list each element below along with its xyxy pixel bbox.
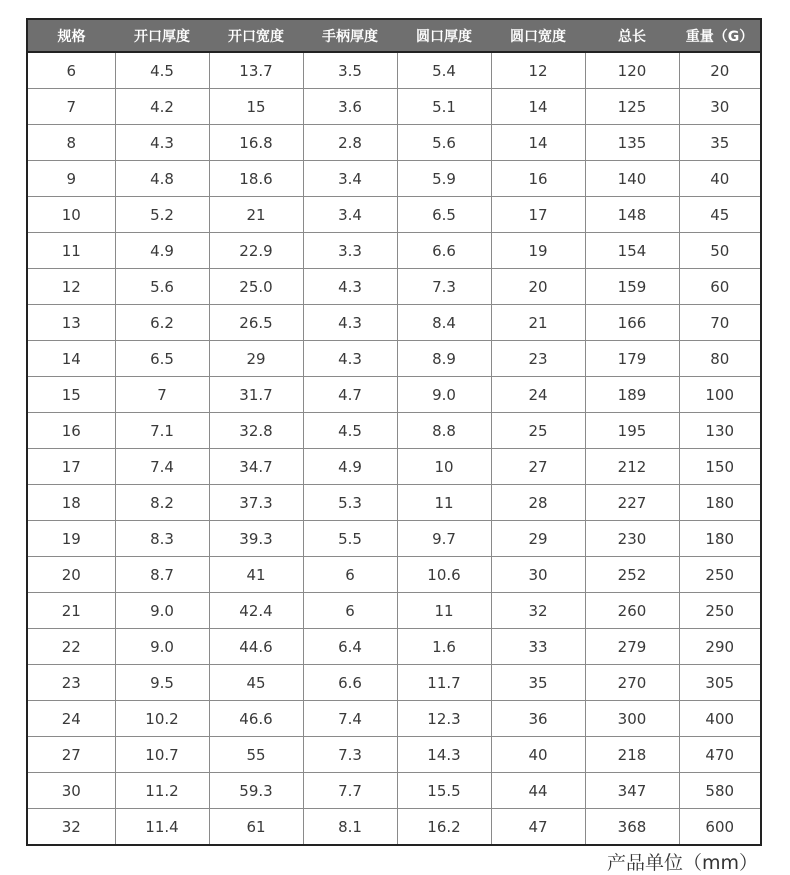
- cell-open-thickness: 4.5: [115, 52, 209, 89]
- cell-total-length: 212: [585, 449, 679, 485]
- cell-total-length: 166: [585, 305, 679, 341]
- table-row: [27, 593, 761, 629]
- cell-weight: 130: [679, 413, 761, 449]
- cell-open-width: 22.9: [209, 233, 303, 269]
- cell-ring-width: 40: [491, 737, 585, 773]
- table-body: [27, 52, 761, 845]
- cell-handle-thickness: 3.4: [303, 197, 397, 233]
- table-row: [27, 305, 761, 341]
- cell-size: 19: [27, 521, 115, 557]
- table-row: [27, 125, 761, 161]
- cell-size: 32: [27, 809, 115, 846]
- cell-ring-thickness: 6.6: [397, 233, 491, 269]
- cell-weight: 290: [679, 629, 761, 665]
- cell-open-thickness: 4.2: [115, 89, 209, 125]
- cell-ring-width: 33: [491, 629, 585, 665]
- cell-handle-thickness: 7.3: [303, 737, 397, 773]
- cell-size: 9: [27, 161, 115, 197]
- table-row: [27, 629, 761, 665]
- cell-ring-thickness: 5.1: [397, 89, 491, 125]
- table-row: [27, 737, 761, 773]
- cell-ring-width: 27: [491, 449, 585, 485]
- cell-ring-thickness: 15.5: [397, 773, 491, 809]
- cell-total-length: 179: [585, 341, 679, 377]
- header-weight: 重量（G）: [679, 19, 761, 52]
- cell-open-thickness: 4.8: [115, 161, 209, 197]
- header-ring-thickness: 圆口厚度: [397, 19, 491, 52]
- cell-size: 13: [27, 305, 115, 341]
- cell-open-width: 39.3: [209, 521, 303, 557]
- cell-size: 30: [27, 773, 115, 809]
- cell-total-length: 120: [585, 52, 679, 89]
- header-total-length: 总长: [585, 19, 679, 52]
- table-row: [27, 413, 761, 449]
- cell-open-thickness: 9.0: [115, 629, 209, 665]
- cell-handle-thickness: 7.4: [303, 701, 397, 737]
- cell-open-width: 44.6: [209, 629, 303, 665]
- table-row: [27, 377, 761, 413]
- cell-ring-thickness: 11.7: [397, 665, 491, 701]
- cell-open-width: 29: [209, 341, 303, 377]
- cell-size: 15: [27, 377, 115, 413]
- table-row: [27, 52, 761, 89]
- cell-open-width: 32.8: [209, 413, 303, 449]
- cell-total-length: 227: [585, 485, 679, 521]
- cell-handle-thickness: 6: [303, 593, 397, 629]
- cell-handle-thickness: 7.7: [303, 773, 397, 809]
- cell-weight: 180: [679, 521, 761, 557]
- cell-ring-thickness: 5.4: [397, 52, 491, 89]
- cell-handle-thickness: 4.3: [303, 269, 397, 305]
- cell-ring-width: 32: [491, 593, 585, 629]
- cell-total-length: 189: [585, 377, 679, 413]
- cell-weight: 100: [679, 377, 761, 413]
- cell-open-thickness: 7.1: [115, 413, 209, 449]
- cell-size: 21: [27, 593, 115, 629]
- cell-size: 24: [27, 701, 115, 737]
- header-handle-thickness: 手柄厚度: [303, 19, 397, 52]
- cell-weight: 30: [679, 89, 761, 125]
- cell-ring-thickness: 5.9: [397, 161, 491, 197]
- cell-weight: 150: [679, 449, 761, 485]
- table-row: [27, 521, 761, 557]
- cell-open-thickness: 6.2: [115, 305, 209, 341]
- table-row: [27, 89, 761, 125]
- cell-total-length: 218: [585, 737, 679, 773]
- cell-weight: 60: [679, 269, 761, 305]
- cell-handle-thickness: 6.6: [303, 665, 397, 701]
- cell-total-length: 260: [585, 593, 679, 629]
- cell-open-width: 45: [209, 665, 303, 701]
- cell-ring-thickness: 12.3: [397, 701, 491, 737]
- table-row: [27, 269, 761, 305]
- cell-weight: 250: [679, 593, 761, 629]
- table-header: [27, 19, 761, 52]
- cell-open-width: 61: [209, 809, 303, 846]
- table-row: [27, 449, 761, 485]
- table-row: [27, 161, 761, 197]
- cell-ring-thickness: 5.6: [397, 125, 491, 161]
- cell-open-width: 18.6: [209, 161, 303, 197]
- cell-handle-thickness: 8.1: [303, 809, 397, 846]
- cell-ring-thickness: 14.3: [397, 737, 491, 773]
- cell-open-thickness: 8.3: [115, 521, 209, 557]
- cell-ring-width: 14: [491, 125, 585, 161]
- cell-open-thickness: 5.2: [115, 197, 209, 233]
- cell-total-length: 159: [585, 269, 679, 305]
- cell-size: 14: [27, 341, 115, 377]
- cell-ring-width: 23: [491, 341, 585, 377]
- cell-ring-width: 24: [491, 377, 585, 413]
- cell-total-length: 195: [585, 413, 679, 449]
- cell-open-width: 26.5: [209, 305, 303, 341]
- spec-sheet: [26, 18, 760, 846]
- cell-ring-thickness: 9.7: [397, 521, 491, 557]
- cell-handle-thickness: 6.4: [303, 629, 397, 665]
- cell-size: 6: [27, 52, 115, 89]
- header-open-thickness: 开口厚度: [115, 19, 209, 52]
- cell-total-length: 230: [585, 521, 679, 557]
- cell-ring-width: 28: [491, 485, 585, 521]
- cell-ring-width: 35: [491, 665, 585, 701]
- cell-ring-thickness: 8.9: [397, 341, 491, 377]
- cell-weight: 400: [679, 701, 761, 737]
- cell-ring-thickness: 7.3: [397, 269, 491, 305]
- table-row: [27, 485, 761, 521]
- cell-size: 8: [27, 125, 115, 161]
- cell-handle-thickness: 3.6: [303, 89, 397, 125]
- cell-open-width: 59.3: [209, 773, 303, 809]
- header-open-width: 开口宽度: [209, 19, 303, 52]
- header-ring-width: 圆口宽度: [491, 19, 585, 52]
- cell-total-length: 368: [585, 809, 679, 846]
- cell-ring-width: 44: [491, 773, 585, 809]
- cell-handle-thickness: 2.8: [303, 125, 397, 161]
- cell-total-length: 252: [585, 557, 679, 593]
- cell-open-thickness: 4.9: [115, 233, 209, 269]
- cell-size: 16: [27, 413, 115, 449]
- cell-open-width: 42.4: [209, 593, 303, 629]
- cell-weight: 580: [679, 773, 761, 809]
- cell-size: 17: [27, 449, 115, 485]
- cell-weight: 35: [679, 125, 761, 161]
- cell-open-width: 46.6: [209, 701, 303, 737]
- cell-ring-thickness: 8.4: [397, 305, 491, 341]
- cell-ring-thickness: 8.8: [397, 413, 491, 449]
- cell-total-length: 125: [585, 89, 679, 125]
- cell-open-thickness: 9.0: [115, 593, 209, 629]
- cell-total-length: 154: [585, 233, 679, 269]
- header-row: [27, 19, 761, 52]
- cell-size: 7: [27, 89, 115, 125]
- cell-ring-width: 16: [491, 161, 585, 197]
- cell-handle-thickness: 5.5: [303, 521, 397, 557]
- cell-open-thickness: 7.4: [115, 449, 209, 485]
- cell-open-thickness: 9.5: [115, 665, 209, 701]
- cell-ring-width: 21: [491, 305, 585, 341]
- cell-weight: 470: [679, 737, 761, 773]
- cell-ring-width: 12: [491, 52, 585, 89]
- cell-total-length: 270: [585, 665, 679, 701]
- unit-note: 产品单位（mm）: [606, 852, 758, 874]
- cell-open-width: 34.7: [209, 449, 303, 485]
- cell-handle-thickness: 4.9: [303, 449, 397, 485]
- cell-weight: 50: [679, 233, 761, 269]
- cell-ring-width: 29: [491, 521, 585, 557]
- cell-size: 12: [27, 269, 115, 305]
- cell-handle-thickness: 4.3: [303, 341, 397, 377]
- table-row: [27, 809, 761, 846]
- cell-weight: 45: [679, 197, 761, 233]
- cell-handle-thickness: 4.3: [303, 305, 397, 341]
- header-size: 规格: [27, 19, 115, 52]
- cell-weight: 70: [679, 305, 761, 341]
- cell-weight: 40: [679, 161, 761, 197]
- cell-open-width: 16.8: [209, 125, 303, 161]
- cell-ring-thickness: 10.6: [397, 557, 491, 593]
- cell-weight: 20: [679, 52, 761, 89]
- table-row: [27, 341, 761, 377]
- cell-ring-thickness: 1.6: [397, 629, 491, 665]
- cell-ring-width: 47: [491, 809, 585, 846]
- cell-ring-thickness: 9.0: [397, 377, 491, 413]
- cell-weight: 305: [679, 665, 761, 701]
- cell-handle-thickness: 4.7: [303, 377, 397, 413]
- cell-handle-thickness: 6: [303, 557, 397, 593]
- cell-weight: 250: [679, 557, 761, 593]
- cell-size: 20: [27, 557, 115, 593]
- cell-ring-width: 14: [491, 89, 585, 125]
- cell-handle-thickness: 5.3: [303, 485, 397, 521]
- cell-open-thickness: 10.7: [115, 737, 209, 773]
- cell-ring-width: 25: [491, 413, 585, 449]
- cell-open-width: 31.7: [209, 377, 303, 413]
- cell-size: 11: [27, 233, 115, 269]
- cell-ring-width: 19: [491, 233, 585, 269]
- table-row: [27, 773, 761, 809]
- cell-ring-width: 20: [491, 269, 585, 305]
- table-row: [27, 557, 761, 593]
- cell-handle-thickness: 4.5: [303, 413, 397, 449]
- cell-handle-thickness: 3.3: [303, 233, 397, 269]
- cell-open-width: 13.7: [209, 52, 303, 89]
- cell-open-thickness: 8.2: [115, 485, 209, 521]
- cell-weight: 180: [679, 485, 761, 521]
- cell-size: 23: [27, 665, 115, 701]
- cell-open-thickness: 10.2: [115, 701, 209, 737]
- cell-total-length: 135: [585, 125, 679, 161]
- cell-total-length: 140: [585, 161, 679, 197]
- cell-ring-width: 17: [491, 197, 585, 233]
- table-row: [27, 197, 761, 233]
- cell-weight: 600: [679, 809, 761, 846]
- cell-open-thickness: 4.3: [115, 125, 209, 161]
- cell-open-width: 25.0: [209, 269, 303, 305]
- table-row: [27, 665, 761, 701]
- cell-size: 18: [27, 485, 115, 521]
- cell-open-thickness: 11.4: [115, 809, 209, 846]
- cell-ring-thickness: 11: [397, 593, 491, 629]
- cell-ring-thickness: 16.2: [397, 809, 491, 846]
- cell-open-thickness: 6.5: [115, 341, 209, 377]
- cell-open-thickness: 7: [115, 377, 209, 413]
- spec-table: [26, 18, 762, 846]
- cell-handle-thickness: 3.4: [303, 161, 397, 197]
- cell-ring-width: 30: [491, 557, 585, 593]
- cell-total-length: 347: [585, 773, 679, 809]
- cell-size: 10: [27, 197, 115, 233]
- table-row: [27, 701, 761, 737]
- cell-ring-thickness: 11: [397, 485, 491, 521]
- cell-total-length: 300: [585, 701, 679, 737]
- cell-weight: 80: [679, 341, 761, 377]
- cell-open-thickness: 8.7: [115, 557, 209, 593]
- cell-open-width: 15: [209, 89, 303, 125]
- cell-total-length: 279: [585, 629, 679, 665]
- cell-open-width: 37.3: [209, 485, 303, 521]
- cell-ring-thickness: 6.5: [397, 197, 491, 233]
- cell-ring-width: 36: [491, 701, 585, 737]
- cell-size: 22: [27, 629, 115, 665]
- cell-open-width: 55: [209, 737, 303, 773]
- cell-open-thickness: 11.2: [115, 773, 209, 809]
- cell-total-length: 148: [585, 197, 679, 233]
- table-row: [27, 233, 761, 269]
- cell-ring-thickness: 10: [397, 449, 491, 485]
- cell-handle-thickness: 3.5: [303, 52, 397, 89]
- cell-open-width: 41: [209, 557, 303, 593]
- cell-size: 27: [27, 737, 115, 773]
- cell-open-width: 21: [209, 197, 303, 233]
- cell-open-thickness: 5.6: [115, 269, 209, 305]
